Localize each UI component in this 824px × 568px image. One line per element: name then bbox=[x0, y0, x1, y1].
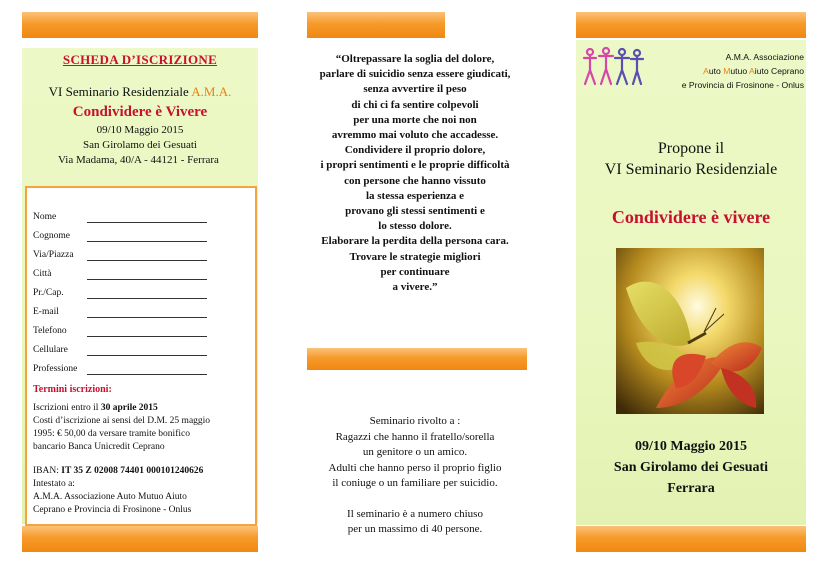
field-label-nome: Nome bbox=[33, 212, 57, 222]
seminar-line: VI Seminario Residenziale A.M.A. bbox=[48, 84, 232, 99]
org-name-block bbox=[652, 50, 804, 92]
cover-venue: San Girolamo dei Gesuati bbox=[613, 460, 769, 475]
payee-text: Intestato a: A.M.A. Associazione Auto Mutuo Aiuto Ceprano e Provincia di Frosinone - Onlus bbox=[33, 479, 192, 515]
field-line-cellulare[interactable] bbox=[87, 355, 207, 356]
cover-city: Ferrara bbox=[667, 481, 715, 496]
field-label-telefono: Telefono bbox=[33, 326, 67, 336]
association-logo bbox=[582, 46, 644, 90]
field-label-cellulare: Cellulare bbox=[33, 345, 68, 355]
proposes-text: Propone il bbox=[657, 140, 725, 157]
field-label-cap: Pr./Cap. bbox=[33, 288, 64, 298]
field-label-professione: Professione bbox=[33, 364, 78, 374]
middle-header-bar bbox=[307, 12, 445, 38]
registration-form bbox=[25, 186, 257, 526]
field-line-professione[interactable] bbox=[87, 374, 207, 375]
field-line-telefono[interactable] bbox=[87, 336, 207, 337]
right-header-bar bbox=[576, 12, 806, 38]
butterfly-photo bbox=[616, 248, 764, 414]
registration-heading: SCHEDA D’ISCRIZIONE bbox=[62, 52, 218, 67]
field-line-nome[interactable] bbox=[87, 222, 207, 223]
iban-line: IBAN: IT 35 Z 02008 74401 000101240626 bbox=[33, 466, 204, 476]
field-line-cap[interactable] bbox=[87, 298, 207, 299]
event-dates: 09/10 Maggio 2015 bbox=[96, 124, 184, 136]
field-line-email[interactable] bbox=[87, 317, 207, 318]
cost-text: Costi d’iscrizione ai sensi del D.M. 25 maggio 1995: € 50,00 da versare tramite bonifico bancario Banca Unicredit Ceprano bbox=[33, 416, 211, 452]
cover-dates: 09/10 Maggio 2015 bbox=[635, 439, 747, 454]
org-line-1: A.M.A. Associazione bbox=[725, 52, 804, 62]
field-label-via: Via/Piazza bbox=[33, 250, 74, 260]
orange-header-bar bbox=[22, 12, 258, 38]
org-line-3: e Provincia di Frosinone - Onlus bbox=[681, 80, 804, 90]
org-line-2: Auto Mutuo Aiuto Ceprano bbox=[703, 66, 804, 76]
field-label-email: E-mail bbox=[33, 307, 59, 317]
quote-block: “Oltrepassare la soglia del dolore, parlare di suicidio senza essere giudicati, senza avvertire il peso di chi ci fa sentire colpevoli per una morte che noi non avremmo mai voluto che accadesse. Condividere il proprio dolore, i propri sentimenti e le proprie difficoltà con persone che hanno vissuto la stessa esperienza e provano gli stessi sentimenti e lo stesso dolore. Elaborare la perdita della persona cara. Trovare le strategie migliori per continuare a vivere.” bbox=[319, 53, 511, 294]
seminar-name: VI Seminario Residenziale bbox=[604, 161, 778, 178]
audience-block: Seminario rivolto a : Ragazzi che hanno il fratello/sorella un genitore o un amico. Adulti che hanno perso il proprio figlio il coniuge o un familiare per suicidio. Il seminario è a numero chiuso per un massimo di 40 persone. bbox=[328, 415, 502, 535]
field-label-citta: Città bbox=[33, 269, 52, 279]
event-venue: San Girolamo dei Gesuati bbox=[83, 139, 197, 151]
terms-heading: Termini iscrizioni: bbox=[33, 384, 112, 395]
event-address: Via Madama, 40/A - 44121 - Ferrara bbox=[58, 154, 219, 166]
right-footer-bar bbox=[576, 526, 806, 552]
orange-footer-bar bbox=[22, 526, 258, 552]
event-title: Condividere è Vivere bbox=[72, 104, 208, 120]
field-line-citta[interactable] bbox=[87, 279, 207, 280]
deadline-line: Iscrizioni entro il 30 aprile 2015 bbox=[33, 403, 158, 413]
field-line-cognome[interactable] bbox=[87, 241, 207, 242]
field-line-via[interactable] bbox=[87, 260, 207, 261]
field-label-cognome: Cognome bbox=[33, 231, 70, 241]
middle-divider-bar bbox=[307, 348, 527, 370]
cover-title: Condividere è vivere bbox=[611, 207, 771, 227]
